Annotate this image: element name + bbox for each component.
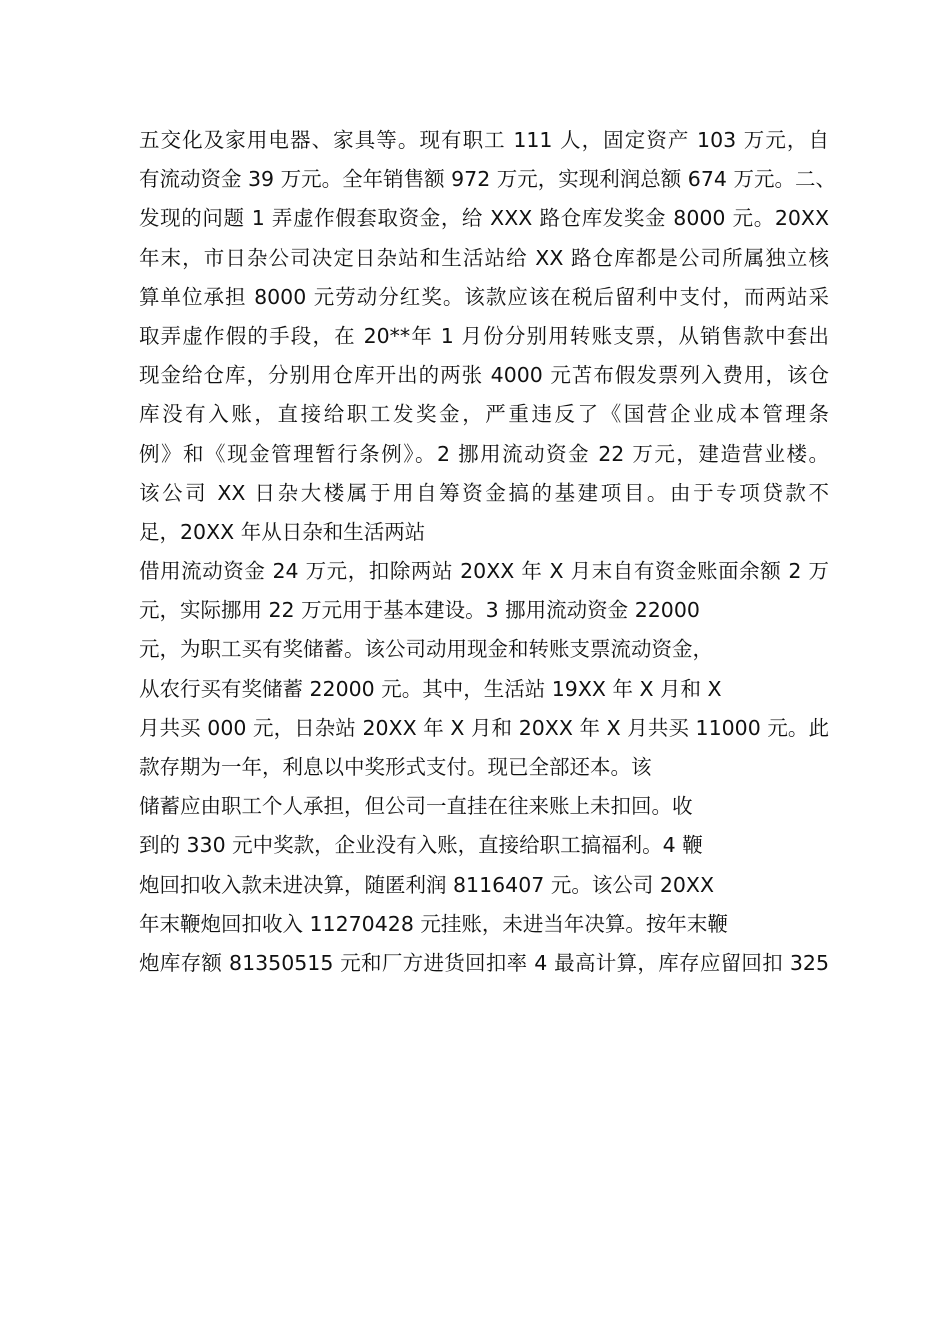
text-line-22: 炮库存额 81350515 元和厂方进货回扣率 4 最高计算，库存应留回扣 325 xyxy=(139,950,829,975)
text-line-15: 从农行买有奖储蓄 22000 元。其中，生活站 19XX 年 X 月和 X xyxy=(139,676,722,701)
text-line-3: 发现的问题 1 弄虚作假套取资金，给 XXX 路仓库发奖金 8000 元。20XX xyxy=(139,206,829,231)
text-line-2: 有流动资金 39 万元。全年销售额 972 万元，实现利润总额 674 万元。二、 xyxy=(139,167,836,192)
text-line-21: 年末鞭炮回扣收入 11270428 元挂账，未进当年决算。按年末鞭 xyxy=(139,911,728,936)
text-line-20: 炮回扣收入款未进决算，随匿利润 8116407 元。该公司 20XX xyxy=(139,872,715,897)
text-line-9: 例》和《现金管理暂行条例》。2 挪用流动资金 22 万元，建造营业楼。 xyxy=(139,441,829,466)
text-line-8: 库没有入账，直接给职工发奖金，严重违反了《国营企业成本管理条 xyxy=(139,402,829,427)
text-line-1: 五交化及家用电器、家具等。现有职工 111 人，固定资产 103 万元，自 xyxy=(139,128,829,152)
text-line-11: 足，20XX 年从日杂和生活两站 xyxy=(139,519,426,544)
text-line-16: 月共买 000 元，日杂站 20XX 年 X 月和 20XX 年 X 月共买 11000 元。此 xyxy=(139,715,829,740)
text-line-7: 现金给仓库，分别用仓库开出的两张 4000 元苫布假发票列入费用，该仓 xyxy=(139,363,829,388)
text-line-6: 取弄虚作假的手段，在 20**年 1 月份分别用转账支票，从销售款中套出 xyxy=(139,323,829,348)
text-line-5: 算单位承担 8000 元劳动分红奖。该款应该在税后留利中支付，而两站采 xyxy=(139,284,829,309)
text-line-10: 该公司 XX 日杂大楼属于用自筹资金搞的基建项目。由于专项贷款不 xyxy=(139,480,829,505)
text-line-12: 借用流动资金 24 万元，扣除两站 20XX 年 X 月末自有资金账面余额 2 万 xyxy=(139,559,829,584)
text-line-19: 到的 330 元中奖款，企业没有入账，直接给职工搞福利。4 鞭 xyxy=(139,833,703,858)
body-text xyxy=(139,121,836,983)
text-line-14: 元，为职工买有奖储蓄。该公司动用现金和转账支票流动资金， xyxy=(139,637,713,662)
text-line-17: 款存期为一年，利息以中奖形式支付。现已全部还本。该 xyxy=(139,755,652,779)
text-line-18: 储蓄应由职工个人承担，但公司一直挂在往来账上未扣回。收 xyxy=(139,794,693,819)
text-line-4: 年末，市日杂公司决定日杂站和生活站给 XX 路仓库都是公司所属独立核 xyxy=(139,245,829,270)
text-line-13: 元，实际挪用 22 万元用于基本建设。3 挪用流动资金 22000 xyxy=(139,598,700,623)
